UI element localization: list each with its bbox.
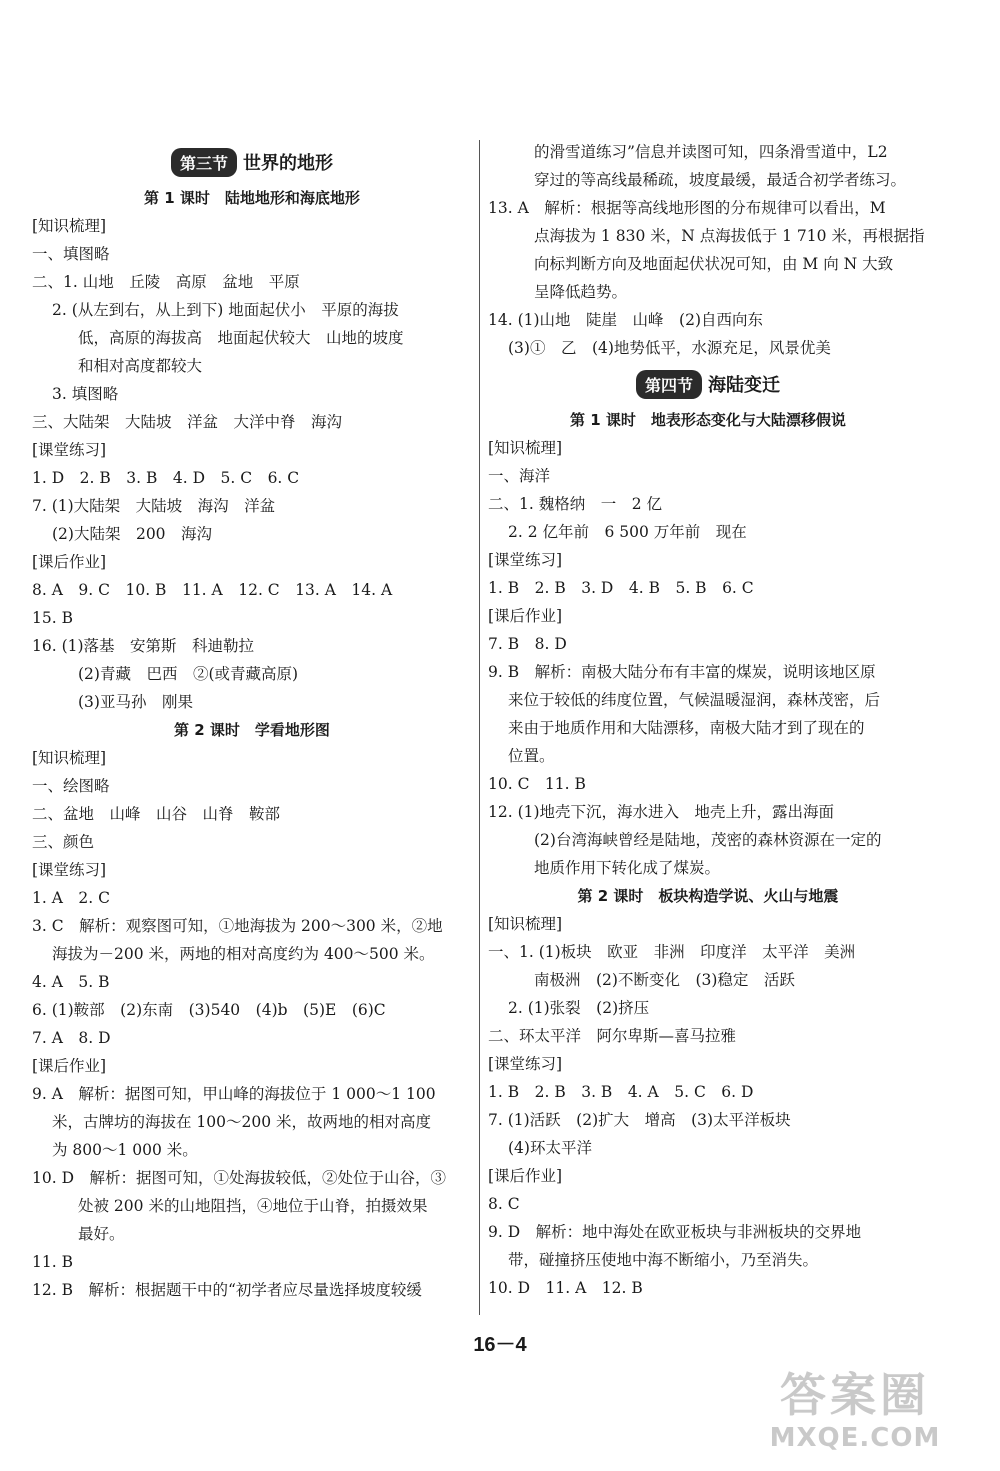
answer-line: 点海拔为 1 830 米，N 点海拔低于 1 710 米，再根据指 bbox=[534, 227, 925, 245]
answer-line: 海拔为－200 米，两地的相对高度约为 400～500 米。 bbox=[52, 945, 435, 963]
answer-line: 地质作用下转化成了煤炭。 bbox=[534, 859, 721, 877]
answer-line: 3. 填图略 bbox=[52, 385, 119, 403]
answer-line: (2)青藏 巴西 ②(或青藏高原) bbox=[78, 665, 299, 683]
answer-line: 为 800～1 000 米。 bbox=[52, 1141, 198, 1159]
answer-line: 二、环太平洋 阿尔卑斯—喜马拉雅 bbox=[488, 1027, 737, 1045]
answer-line: 一、海洋 bbox=[488, 467, 551, 485]
answer-line: 南极洲 (2)不断变化 (3)稳定 活跃 bbox=[534, 971, 795, 989]
section-label: [知识梳理] bbox=[32, 749, 107, 767]
answer-line: 13. A 解析：根据等高线地形图的分布规律可以看出，M bbox=[488, 199, 886, 217]
answer-line: 来由于地质作用和大陆漂移，南极大陆才到了现在的 bbox=[508, 719, 865, 737]
watermark-cn: 答案圈 bbox=[780, 1368, 930, 1422]
answer-line: 7. (1)活跃 (2)扩大 增高 (3)太平洋板块 bbox=[488, 1111, 791, 1129]
right-column bbox=[488, 138, 928, 1302]
section-label: [课后作业] bbox=[32, 1057, 107, 1075]
answer-line: 10. D 11. A 12. B bbox=[488, 1279, 643, 1297]
answer-line: 1. B 2. B 3. D 4. B 5. B 6. C bbox=[488, 579, 754, 597]
watermark-en: MXQE.COM bbox=[769, 1423, 941, 1453]
answer-line: 7. A 8. D bbox=[32, 1029, 111, 1047]
watermark-logo bbox=[750, 1368, 960, 1464]
answer-line: 9. A 解析：据图可知，甲山峰的海拔位于 1 000～1 100 bbox=[32, 1085, 436, 1103]
answer-line: (2)大陆架 200 海沟 bbox=[52, 525, 213, 543]
answer-line: 2. (从左到右，从上到下) 地面起伏小 平原的海拔 bbox=[52, 301, 399, 319]
section-label: [课堂练习] bbox=[32, 861, 107, 879]
answer-line: 向标判断方向及地面起伏状况可知，由 M 向 N 大致 bbox=[534, 255, 894, 273]
answer-line: 二、1. 魏格纳 一 2 亿 bbox=[488, 495, 663, 513]
section-name: 海陆变迁 bbox=[708, 375, 780, 396]
column-divider bbox=[479, 140, 480, 1315]
lesson-title: 第 1 课时 地表形态变化与大陆漂移假说 bbox=[570, 411, 846, 429]
answer-line: (3)① 乙 (4)地势低平，水源充足，风景优美 bbox=[508, 339, 831, 357]
section-label: [知识梳理] bbox=[488, 439, 563, 457]
answer-line: 位置。 bbox=[508, 747, 555, 765]
answer-line: 10. C 11. B bbox=[488, 775, 586, 793]
answer-line: (3)亚马孙 刚果 bbox=[78, 693, 193, 711]
answer-line: 二、盆地 山峰 山谷 山脊 鞍部 bbox=[32, 805, 281, 823]
section-title bbox=[32, 140, 472, 184]
section-label: [知识梳理] bbox=[488, 915, 563, 933]
answer-line: 11. B bbox=[32, 1253, 73, 1271]
section-badge: 第三节 bbox=[171, 148, 237, 177]
section-label: [课堂练习] bbox=[488, 551, 563, 569]
answer-line: 三、颜色 bbox=[32, 833, 95, 851]
answer-line: 米，古牌坊的海拔在 100～200 米，故两地的相对高度 bbox=[52, 1113, 432, 1131]
answer-line: 9. B 解析：南极大陆分布有丰富的煤炭，说明该地区原 bbox=[488, 663, 876, 681]
section-badge: 第四节 bbox=[636, 370, 702, 399]
answer-line: 14. (1)山地 陡崖 山峰 (2)自西向东 bbox=[488, 311, 763, 329]
answer-line: 一、绘图略 bbox=[32, 777, 110, 795]
answer-line: (4)环太平洋 bbox=[508, 1139, 592, 1157]
page-number: 16－4 bbox=[473, 1334, 527, 1356]
section-label: [课后作业] bbox=[32, 553, 107, 571]
answer-line: 6. (1)鞍部 (2)东南 (3)540 (4)b (5)E (6)C bbox=[32, 1001, 386, 1019]
answer-line: 9. D 解析：地中海处在欧亚板块与非洲板块的交界地 bbox=[488, 1223, 862, 1241]
answer-line: 一、1. (1)板块 欧亚 非洲 印度洋 太平洋 美洲 bbox=[488, 943, 856, 961]
answer-line: 1. D 2. B 3. B 4. D 5. C 6. C bbox=[32, 469, 300, 487]
answer-line: 7. B 8. D bbox=[488, 635, 567, 653]
lesson-title: 第 1 课时 陆地地形和海底地形 bbox=[144, 189, 360, 207]
lesson-title: 第 2 课时 学看地形图 bbox=[174, 721, 330, 739]
answer-line: 的滑雪道练习”信息并读图可知，四条滑雪道中，L2 bbox=[534, 143, 888, 161]
answer-line: 1. B 2. B 3. B 4. A 5. C 6. D bbox=[488, 1083, 754, 1101]
answer-line: 最好。 bbox=[78, 1225, 125, 1243]
answer-line: 2. 2 亿年前 6 500 万年前 现在 bbox=[508, 523, 747, 541]
answer-line: 7. (1)大陆架 大陆坡 海沟 洋盆 bbox=[32, 497, 276, 515]
answer-line: 三、大陆架 大陆坡 洋盆 大洋中脊 海沟 bbox=[32, 413, 343, 431]
answer-line: 8. A 9. C 10. B 11. A 12. C 13. A 14. A bbox=[32, 581, 393, 599]
answer-line: 8. C bbox=[488, 1195, 520, 1213]
answer-line: 16. (1)落基 安第斯 科迪勒拉 bbox=[32, 637, 255, 655]
answer-line: 穿过的等高线最稀疏，坡度最缓，最适合初学者练习。 bbox=[534, 171, 907, 189]
answer-line: 1. A 2. C bbox=[32, 889, 110, 907]
answer-line: 呈降低趋势。 bbox=[534, 283, 628, 301]
answer-line: 3. C 解析：观察图可知，①地海拔为 200～300 米，②地 bbox=[32, 917, 443, 935]
answer-line: 12. (1)地壳下沉，海水进入 地壳上升，露出海面 bbox=[488, 803, 835, 821]
answer-line: 15. B bbox=[32, 609, 73, 627]
answer-line: 4. A 5. B bbox=[32, 973, 110, 991]
section-label: [课堂练习] bbox=[32, 441, 107, 459]
answer-line: 二、1. 山地 丘陵 高原 盆地 平原 bbox=[32, 273, 300, 291]
answer-line: 12. B 解析：根据题干中的“初学者应尽量选择坡度较缓 bbox=[32, 1281, 422, 1299]
section-name: 世界的地形 bbox=[243, 153, 333, 174]
answer-line: 带，碰撞挤压使地中海不断缩小，乃至消失。 bbox=[508, 1251, 819, 1269]
section-label: [课后作业] bbox=[488, 1167, 563, 1185]
answer-line: (2)台湾海峡曾经是陆地，茂密的森林资源在一定的 bbox=[534, 831, 882, 849]
answer-line: 和相对高度都较大 bbox=[78, 357, 203, 375]
section-label: [课后作业] bbox=[488, 607, 563, 625]
answer-line: 2. (1)张裂 (2)挤压 bbox=[508, 999, 650, 1017]
answer-line: 低，高原的海拔高 地面起伏较大 山地的坡度 bbox=[78, 329, 404, 347]
section-label: [知识梳理] bbox=[32, 217, 107, 235]
left-column bbox=[32, 140, 472, 1304]
answer-line: 来位于较低的纬度位置，气候温暖湿润，森林茂密，后 bbox=[508, 691, 881, 709]
answer-line: 一、填图略 bbox=[32, 245, 110, 263]
section-label: [课堂练习] bbox=[488, 1055, 563, 1073]
answer-line: 10. D 解析：据图可知，①处海拔较低，②处位于山谷，③ bbox=[32, 1169, 447, 1187]
answer-line: 处被 200 米的山地阻挡，④地位于山脊，拍摄效果 bbox=[78, 1197, 428, 1215]
lesson-title: 第 2 课时 板块构造学说、火山与地震 bbox=[577, 887, 839, 905]
section-title bbox=[488, 362, 928, 406]
